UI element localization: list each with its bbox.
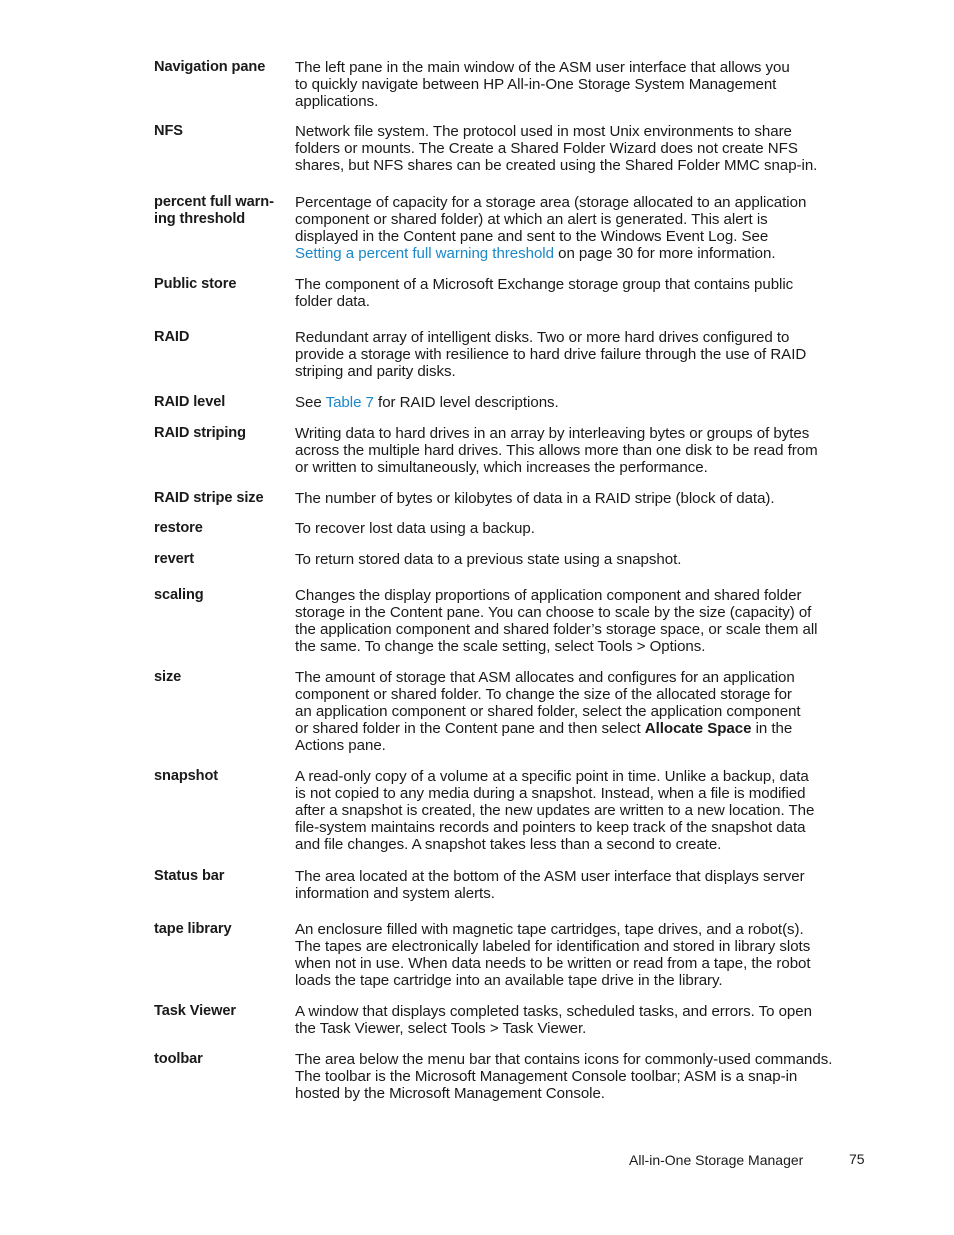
glossary-term: snapshot [154, 768, 219, 784]
glossary-definition: Redundant array of intelligent disks. Two or more hard drives configured to provide a storage with resilience to hard drive failure through the use of RAID striping and parity disks. [295, 329, 807, 381]
allocate-space-emphasis: Allocate Space [644, 720, 752, 738]
glossary-definition: The component of a Microsoft Exchange storage group that contains public folder data. [295, 276, 794, 311]
glossary-term: toolbar [154, 1051, 203, 1067]
footer-title: All-in-One Storage Manager [629, 1152, 804, 1168]
glossary-definition: The area below the menu bar that contains icons for commonly-used commands. The toolbar is the Microsoft Management Console toolbar; ASM is a snap-in hosted by the Microsoft Management Console. [295, 1051, 833, 1103]
glossary-definition: Changes the display proportions of application component and shared folder storage in the Content pane. You can choose to scale by the size (capacity) of the application component and shared folder’s storage space, or scale them all the same. To change the scale setting, select Tools > Options. [295, 587, 818, 656]
glossary-definition: See Table 7 for RAID level descriptions. [295, 394, 559, 411]
glossary-term: percent full warn- ing threshold [154, 194, 274, 227]
glossary-definition: Network file system. The protocol used in most Unix environments to share folders or mounts. The Create a Shared Folder Wizard does not create NFS shares, but NFS shares can be created using the Shared Folder MMC snap-in. [295, 123, 818, 175]
glossary-definition: Writing data to hard drives in an array by interleaving bytes or groups of bytes across the multiple hard drives. This allows more than one disk to be read from or written to simultaneously, which increases the performance. [295, 425, 818, 477]
glossary-term: RAID stripe size [154, 490, 264, 506]
glossary-term: RAID striping [154, 425, 246, 441]
glossary-term: RAID level [154, 394, 226, 410]
page-number: 75 [849, 1151, 865, 1167]
glossary-definition: The number of bytes or kilobytes of data in a RAID stripe (block of data). [295, 490, 775, 507]
glossary-term: Task Viewer [154, 1003, 236, 1019]
glossary-definition: The area located at the bottom of the ASM user interface that displays server information and system alerts. [295, 868, 805, 903]
glossary-definition: A window that displays completed tasks, scheduled tasks, and errors. To open the Task Viewer, select Tools > Task Viewer. [295, 1003, 812, 1038]
glossary-term: Navigation pane [154, 59, 266, 75]
table-7-link[interactable]: Table 7 [325, 394, 374, 411]
glossary-term: restore [154, 520, 203, 536]
glossary-term: size [154, 669, 182, 685]
glossary-definition: A read-only copy of a volume at a specific point in time. Unlike a backup, data is not copied to any media during a snapshot. Instead, when a file is modified after a snapshot is created, the new updates are written to a new location. The file-system maintains records and pointers to keep track of the snapshot data and file changes. A snapshot takes less than a second to create. [295, 768, 815, 854]
glossary-term: Public store [154, 276, 237, 292]
percent-full-warning-threshold-link[interactable]: Setting a percent full warning threshold [295, 245, 554, 263]
glossary-definition: An enclosure filled with magnetic tape cartridges, tape drives, and a robot(s). The tapes are electronically labeled for identification and stored in library slots when not in use. When data needs to be written or read from a tape, the robot loads the tape cartridge into an available tape drive in the library. [295, 921, 811, 990]
glossary-term: RAID [154, 329, 190, 345]
glossary-term: Status bar [154, 868, 225, 884]
glossary-term: scaling [154, 587, 204, 603]
glossary-term: NFS [154, 123, 183, 139]
glossary-term: revert [154, 551, 194, 567]
glossary-term: tape library [154, 921, 232, 937]
glossary-definition: To recover lost data using a backup. [295, 520, 535, 537]
glossary-definition: To return stored data to a previous state using a snapshot. [295, 551, 682, 568]
glossary-definition: The amount of storage that ASM allocates and configures for an application component or shared folder. To change the size of the allocated storage for an application component or shared folder, select the application component or shared folder in the Content pane and then select Allocate Space in the Actions pane. [295, 669, 801, 755]
glossary-definition: The left pane in the main window of the ASM user interface that allows you to quickly navigate between HP All-in-One Storage System Management applications. [295, 59, 790, 111]
glossary-definition: Percentage of capacity for a storage area (storage allocated to an application component or shared folder) at which an alert is generated. This alert is displayed in the Content pane and sent to the Windows Event Log. See Setting a percent full warning threshold on page 30 for more information. [295, 194, 807, 263]
